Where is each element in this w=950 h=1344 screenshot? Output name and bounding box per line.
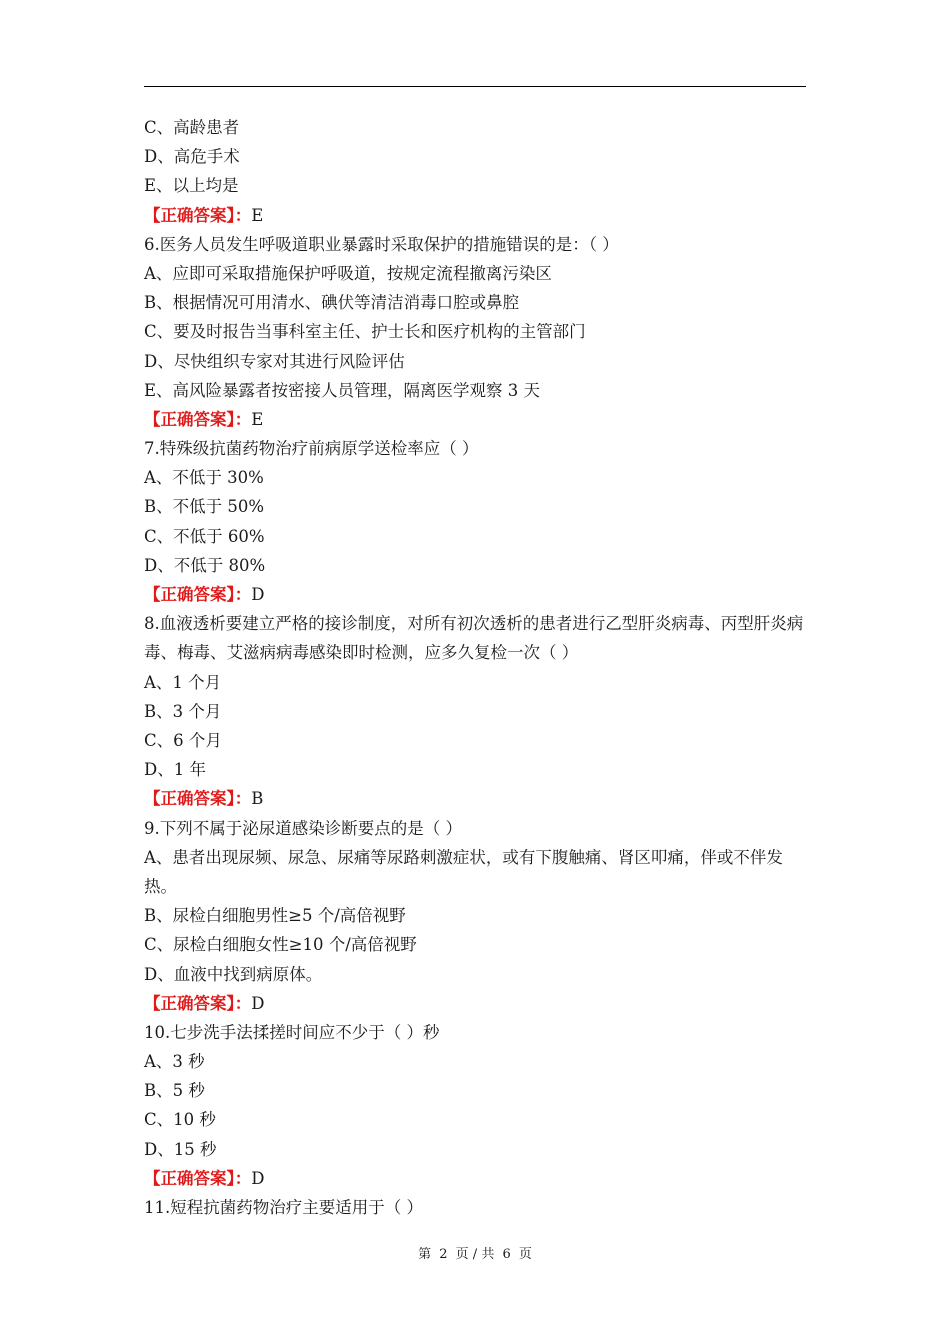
answer-line (144, 784, 810, 813)
answer-line (144, 405, 810, 434)
footer-total-pages: 6 (502, 1247, 511, 1262)
option-text: B、3 个月 (144, 701, 222, 721)
answer-value: D (251, 993, 265, 1013)
option-text: D、尽快组织专家对其进行风险评估 (144, 351, 405, 371)
page-footer (0, 1243, 950, 1262)
header-rule (144, 86, 806, 87)
answer-line (144, 989, 810, 1018)
answer-value: E (251, 205, 264, 225)
option-text: A、应即可采取措施保护呼吸道，按规定流程撤离污染区 (144, 263, 552, 283)
question-text: 11.短程抗菌药物治疗主要适用于（ ） (144, 1198, 423, 1217)
option-text: A、患者出现尿频、尿急、尿痛等尿路刺激症状，或有下腹触痛、肾区叩痛，伴或不伴发热。 (144, 847, 783, 896)
answer-value: E (251, 409, 264, 429)
option-text: C、尿检白细胞女性≥10 个/高倍视野 (144, 935, 417, 955)
option-text: C、要及时报告当事科室主任、护士长和医疗机构的主管部门 (144, 322, 586, 342)
option-text: D、15 秒 (144, 1139, 217, 1159)
option-text: A、3 秒 (144, 1052, 205, 1072)
answer-value: D (251, 585, 265, 604)
document-body (144, 113, 810, 1222)
question-text: 10.七步洗手法揉搓时间应不少于（ ）秒 (144, 1022, 440, 1042)
option-text: C、不低于 60% (144, 526, 265, 546)
answer-label: 【正确答案】： (144, 585, 252, 604)
option-text: B、不低于 50% (144, 497, 265, 517)
footer-suffix: 页 (518, 1247, 532, 1262)
footer-prefix: 第 (418, 1247, 432, 1262)
question-text: 6.医务人员发生呼吸道职业暴露时采取保护的措施错误的是：（ ） (144, 234, 619, 254)
answer-value: D (251, 1168, 265, 1188)
option-text: D、高危手术 (144, 147, 240, 167)
option-text: C、高龄患者 (144, 118, 240, 137)
option-text: C、6 个月 (144, 730, 222, 750)
question-text: 9.下列不属于泌尿道感染诊断要点的是（ ） (144, 818, 462, 838)
question-text: 8.血液透析要建立严格的接诊制度，对所有初次透析的患者进行乙型肝炎病毒、丙型肝炎病毒、梅毒、艾滋病病毒感染即时检测，应多久复检一次（ ） (144, 614, 804, 663)
answer-label: 【正确答案】： (144, 1168, 252, 1188)
answer-label: 【正确答案】： (144, 993, 252, 1013)
answer-line (144, 1164, 810, 1193)
option-text: E、以上均是 (144, 176, 239, 196)
option-text: B、根据情况可用清水、碘伏等清洁消毒口腔或鼻腔 (144, 293, 520, 313)
option-text: C、10 秒 (144, 1110, 216, 1130)
option-text: A、不低于 30% (144, 468, 264, 488)
answer-line (144, 580, 810, 609)
option-text: D、1 年 (144, 760, 206, 780)
footer-current-page: 2 (439, 1247, 448, 1262)
option-text: D、不低于 80% (144, 555, 266, 575)
option-text: B、尿检白细胞男性≥5 个/高倍视野 (144, 906, 406, 926)
answer-label: 【正确答案】： (144, 409, 252, 429)
answer-value: B (251, 789, 264, 809)
footer-mid: 页 / 共 (455, 1247, 495, 1262)
answer-label: 【正确答案】： (144, 205, 252, 225)
answer-line (144, 201, 810, 230)
option-text: B、5 秒 (144, 1081, 205, 1101)
answer-label: 【正确答案】： (144, 789, 252, 809)
option-text: A、1 个月 (144, 672, 222, 692)
option-text: E、高风险暴露者按密接人员管理，隔离医学观察 3 天 (144, 380, 541, 400)
option-text: D、血液中找到病原体。 (144, 964, 323, 984)
question-text: 7.特殊级抗菌药物治疗前病原学送检率应（ ） (144, 439, 479, 459)
